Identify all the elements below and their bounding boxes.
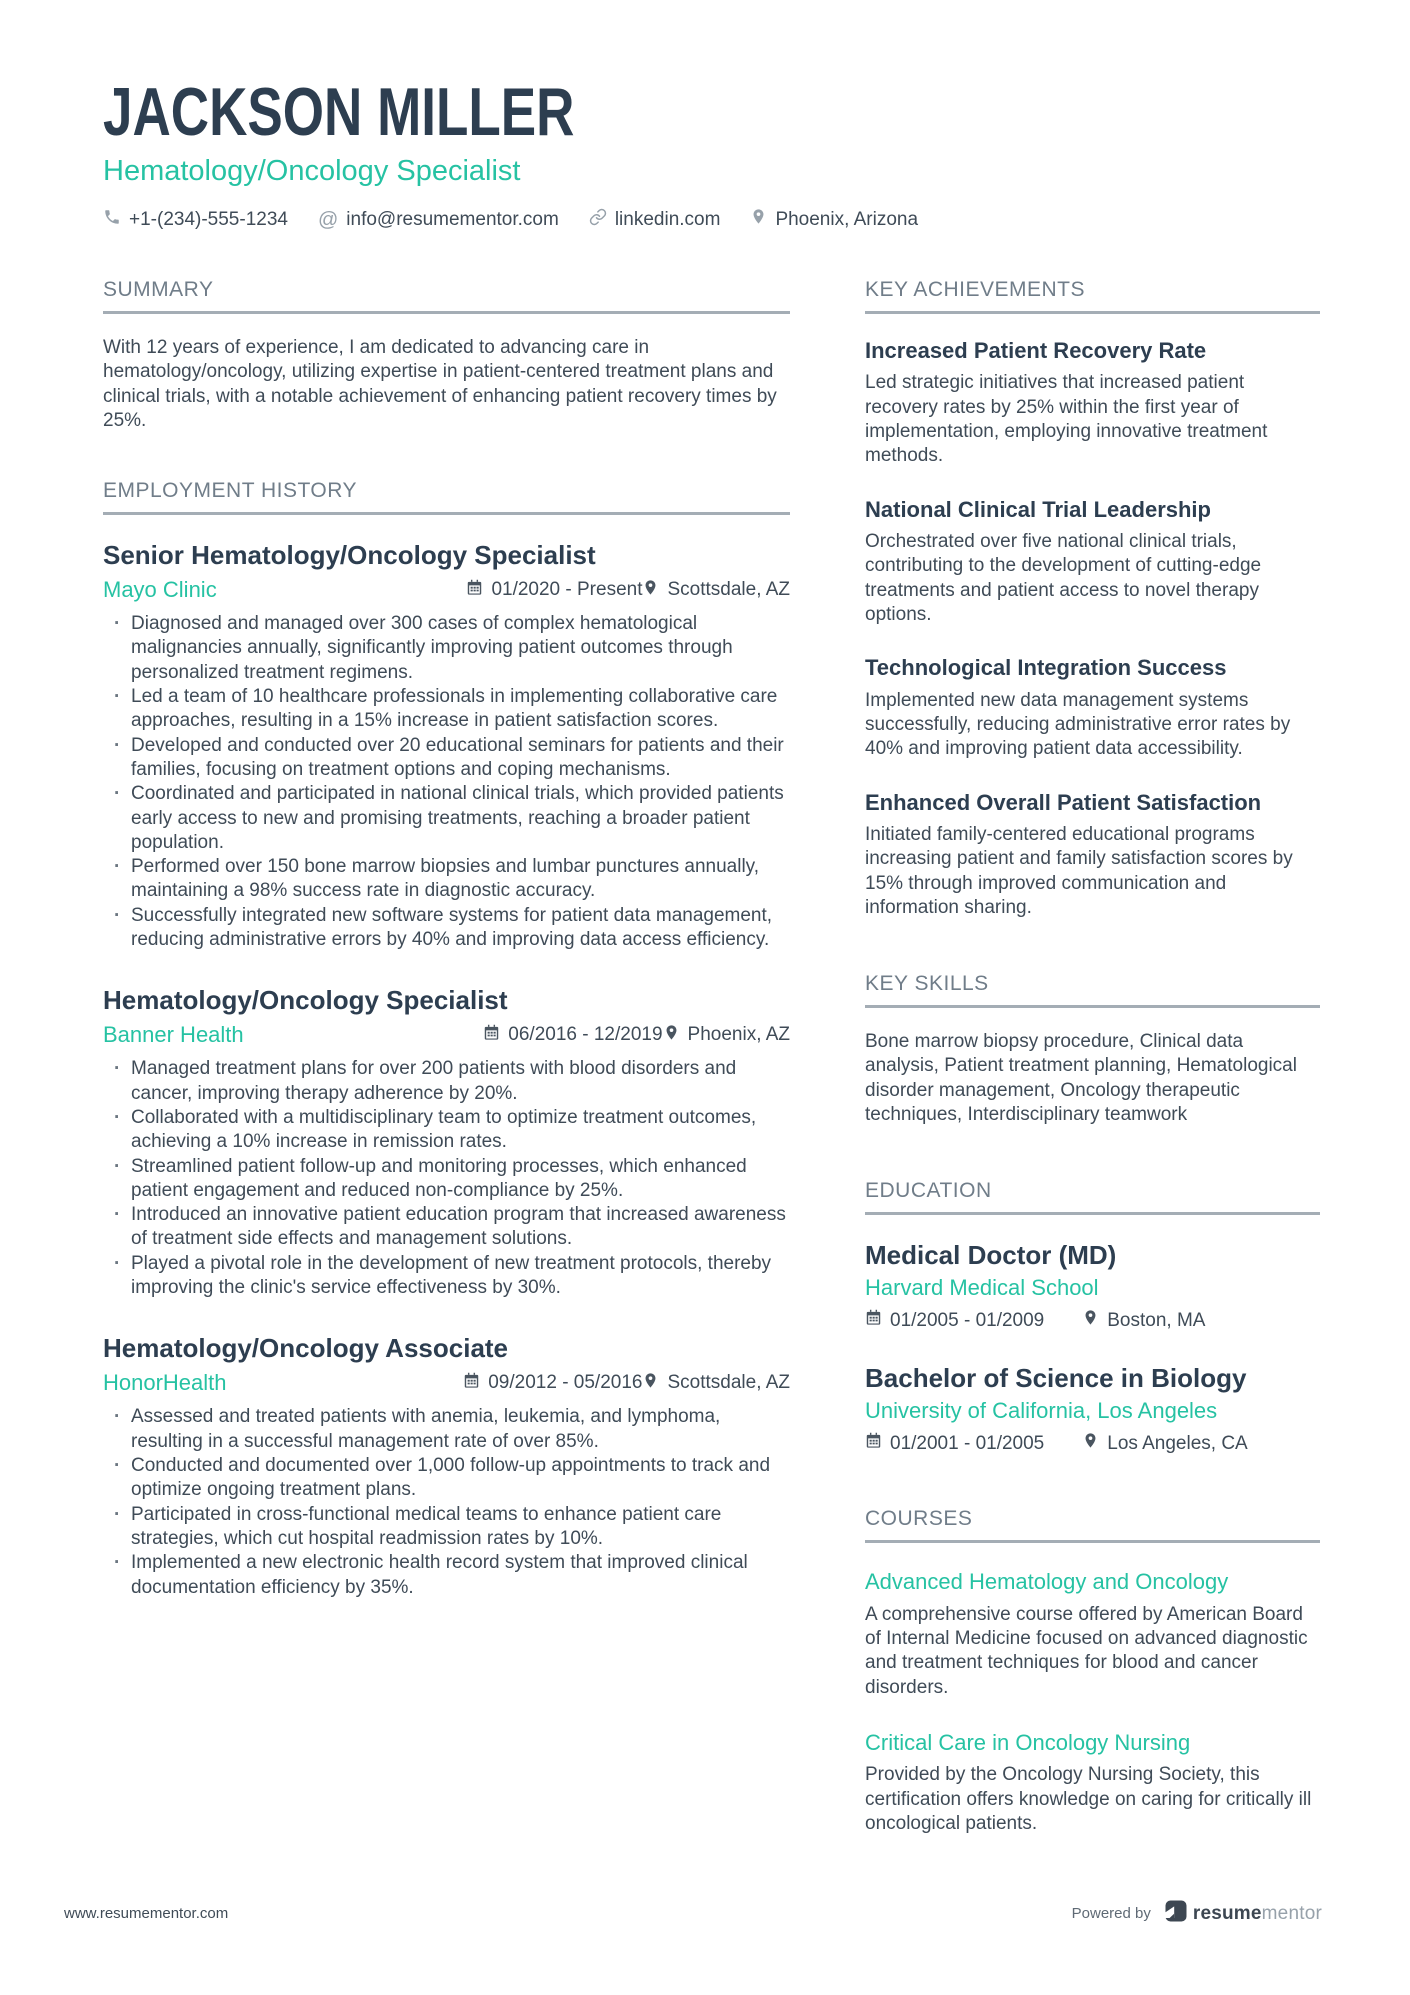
job-location-group (642, 1372, 790, 1395)
job-meta (103, 1022, 790, 1048)
achievement-title: National Clinical Trial Leadership (865, 496, 1211, 522)
education-location: Boston, MA (1107, 1309, 1206, 1331)
powered-by-label: Powered by (1071, 1905, 1151, 1922)
job-bullets (103, 1057, 790, 1300)
bullet-item: · Participated in cross-functional medical teams to enhance patient care strategies, which cut hospital readmission rates by 10%. (103, 1503, 790, 1552)
location-pin-icon (663, 1024, 680, 1047)
bullet-item: · Introduced an innovative patient education program that increased awareness of treatment side effects and management solutions. (103, 1203, 790, 1252)
job-location-group (663, 1024, 790, 1047)
brand-text-bold: resume (1192, 1902, 1262, 1924)
education-location-group (1082, 1432, 1247, 1455)
left-column (103, 278, 790, 1836)
job-dates: 01/2020 - Present (491, 579, 643, 601)
contact-row (103, 208, 1320, 232)
job-bullets (103, 1405, 790, 1600)
phone-value: +1-(234)-555-1234 (129, 208, 288, 230)
achievement-item (865, 790, 1320, 921)
at-icon: @ (317, 208, 339, 231)
resume-header (103, 74, 1320, 232)
achievements-heading: KEY ACHIEVEMENTS (865, 278, 1320, 314)
contact-linkedin (589, 208, 721, 232)
location-pin-icon (1082, 1309, 1099, 1332)
education-dates: 01/2005 - 01/2009 (890, 1309, 1045, 1331)
course-item (865, 1730, 1320, 1836)
job-dates: 09/2012 - 05/2016 (488, 1372, 643, 1394)
footer-site-url: www.resumementor.com (64, 1905, 229, 1922)
course-text: A comprehensive course offered by American Board of Internal Medicine focused on advanced diagnostic and treatment techniques for blood and cancer disorders. (865, 1603, 1308, 1698)
job-dates-group (466, 579, 642, 602)
achievement-text: Orchestrated over five national clinical trials, contributing to the development of cutting-edge treatments and patient access to novel therapy options. (865, 530, 1262, 625)
education-meta (865, 1309, 1320, 1332)
job-title: Senior Hematology/Oncology Specialist (103, 540, 596, 571)
job-dates-group (483, 1024, 662, 1047)
contact-email (318, 209, 559, 231)
phone-icon (103, 208, 121, 232)
job-location: Phoenix, AZ (687, 1024, 790, 1046)
job-meta (103, 577, 790, 603)
bullet-item: · Developed and conducted over 20 educational seminars for patients and their families, focusing on treatment options and coping mechanisms. (103, 734, 790, 783)
calendar-icon (466, 579, 483, 602)
courses-heading: COURSES (865, 1507, 1320, 1543)
job-meta (103, 1370, 790, 1396)
brand-logo (1165, 1900, 1322, 1927)
bullet-item: · Implemented a new electronic health record system that improved clinical documentation efficiency by 35%. (103, 1551, 790, 1600)
calendar-icon (463, 1372, 480, 1395)
right-column (865, 278, 1320, 1836)
course-title: Critical Care in Oncology Nursing (865, 1729, 1191, 1755)
job-location: Scottsdale, AZ (667, 579, 790, 601)
bullet-item: · Collaborated with a multidisciplinary team to optimize treatment outcomes, achieving a 10% increase in remission rates. (103, 1106, 790, 1155)
summary-text: With 12 years of experience, I am dedicated to advancing care in hematology/oncology, utilizing expertise in patient-centered treatment plans and clinical trials, with a notable achievement of enhancing patient recovery times by 25%. (103, 336, 777, 431)
person-name: JACKSON MILLER (103, 74, 575, 150)
job-location: Scottsdale, AZ (667, 1372, 790, 1394)
summary-section (103, 278, 790, 433)
achievement-text: Implemented new data management systems successfully, reducing administrative error rates by 40% and improving patient data accessibility. (865, 689, 1291, 760)
bullet-item: · Conducted and documented over 1,000 follow-up appointments to track and optimize ongoing treatment plans. (103, 1454, 790, 1503)
job-dates: 06/2016 - 12/2019 (508, 1024, 663, 1046)
achievement-title: Technological Integration Success (865, 655, 1227, 681)
calendar-icon (483, 1024, 500, 1047)
degree-title: Medical Doctor (MD) (865, 1240, 1117, 1271)
education-heading: EDUCATION (865, 1179, 1320, 1215)
courses-section (865, 1507, 1320, 1836)
education-dates-group (865, 1309, 1044, 1332)
education-section (865, 1179, 1320, 1455)
achievement-title: Increased Patient Recovery Rate (865, 337, 1207, 363)
bullet-item: · Performed over 150 bone marrow biopsies and lumbar punctures annually, maintaining a 98% success rate in diagnostic accuracy. (103, 855, 790, 904)
achievements-section (865, 278, 1320, 920)
education-entry (865, 1241, 1320, 1332)
education-location: Los Angeles, CA (1107, 1432, 1248, 1454)
columns (103, 278, 1320, 1836)
school-name: University of California, Los Angeles (865, 1398, 1218, 1424)
bullet-item: · Streamlined patient follow-up and monitoring processes, which enhanced patient engagement and reduced non-compliance by 25%. (103, 1155, 790, 1204)
brand-text-light: mentor (1261, 1902, 1322, 1924)
contact-location (750, 208, 918, 231)
bullet-item: · Led a team of 10 healthcare professionals in implementing collaborative care approaches, resulting in a 15% increase in patient satisfaction scores. (103, 685, 790, 734)
contact-phone (103, 208, 288, 232)
job-entry (103, 986, 790, 1300)
education-dates: 01/2001 - 01/2005 (890, 1432, 1045, 1454)
bullet-item: · Diagnosed and managed over 300 cases of complex hematological malignancies annually, significantly improving patient outcomes through personalized treatment regimens. (103, 612, 790, 685)
achievement-item (865, 338, 1320, 469)
job-entry (103, 1334, 790, 1599)
job-company: Mayo Clinic (103, 577, 217, 603)
course-title: Advanced Hematology and Oncology (865, 1569, 1229, 1595)
resumementor-logo-icon (1165, 1900, 1187, 1927)
degree-title: Bachelor of Science in Biology (865, 1363, 1247, 1394)
skills-heading: KEY SKILLS (865, 972, 1320, 1008)
education-location-group (1082, 1309, 1205, 1332)
bullet-item: · Coordinated and participated in national clinical trials, which provided patients early access to new and promising treatments, reaching a broader patient population. (103, 782, 790, 855)
powered-by (1072, 1900, 1322, 1927)
email-value: info@resumementor.com (346, 208, 559, 230)
linkedin-value: linkedin.com (614, 208, 721, 230)
achievement-text: Initiated family-centered educational programs increasing patient and family satisfaction scores by 15% through improved communication and information sharing. (865, 823, 1293, 918)
education-entry (865, 1364, 1320, 1455)
calendar-icon (865, 1309, 882, 1332)
location-pin-icon (642, 1372, 659, 1395)
skills-section (865, 972, 1320, 1127)
achievement-item (865, 655, 1320, 761)
achievement-title: Enhanced Overall Patient Satisfaction (865, 789, 1262, 815)
skills-text: Bone marrow biopsy procedure, Clinical data analysis, Patient treatment planning, Hematological disorder management, Oncology therapeutic techniques, Interdisciplinary teamwork (865, 1031, 1297, 1126)
course-item (865, 1569, 1320, 1700)
bullet-item: · Assessed and treated patients with anemia, leukemia, and lymphoma, resulting in a successful management rate of over 85%. (103, 1405, 790, 1454)
achievement-text: Led strategic initiatives that increased patient recovery rates by 25% within the first year of implementation, employing innovative treatment methods. (865, 372, 1268, 467)
job-company: Banner Health (103, 1022, 244, 1048)
page-footer (64, 1900, 1322, 1927)
education-meta (865, 1432, 1320, 1455)
person-job-title: Hematology/Oncology Specialist (103, 155, 521, 187)
job-title: Hematology/Oncology Associate (103, 1333, 509, 1364)
bullet-item: · Played a pivotal role in the development of new treatment protocols, thereby improving the clinic's service effectiveness by 30%. (103, 1252, 790, 1301)
employment-heading: EMPLOYMENT HISTORY (103, 479, 790, 515)
bullet-item: · Successfully integrated new software systems for patient data management, reducing administrative errors by 40% and improving data access efficiency. (103, 904, 790, 953)
location-pin-icon (1082, 1432, 1099, 1455)
school-name: Harvard Medical School (865, 1275, 1099, 1301)
column-gutter (790, 278, 865, 1836)
bullet-item: · Managed treatment plans for over 200 patients with blood disorders and cancer, improving therapy adherence by 20%. (103, 1057, 790, 1106)
job-title: Hematology/Oncology Specialist (103, 985, 508, 1016)
course-text: Provided by the Oncology Nursing Society, this certification offers knowledge on caring for critically ill oncological patients. (865, 1764, 1312, 1834)
job-company: HonorHealth (103, 1370, 227, 1396)
education-dates-group (865, 1432, 1044, 1455)
link-icon (589, 208, 607, 232)
location-pin-icon (750, 208, 767, 231)
employment-section (103, 479, 790, 1600)
location-value: Phoenix, Arizona (775, 208, 919, 230)
job-bullets (103, 612, 790, 952)
calendar-icon (865, 1432, 882, 1455)
job-location-group (642, 579, 790, 602)
job-dates-group (463, 1372, 642, 1395)
job-entry (103, 541, 790, 952)
summary-heading: SUMMARY (103, 278, 790, 314)
achievement-item (865, 497, 1320, 628)
location-pin-icon (642, 579, 659, 602)
